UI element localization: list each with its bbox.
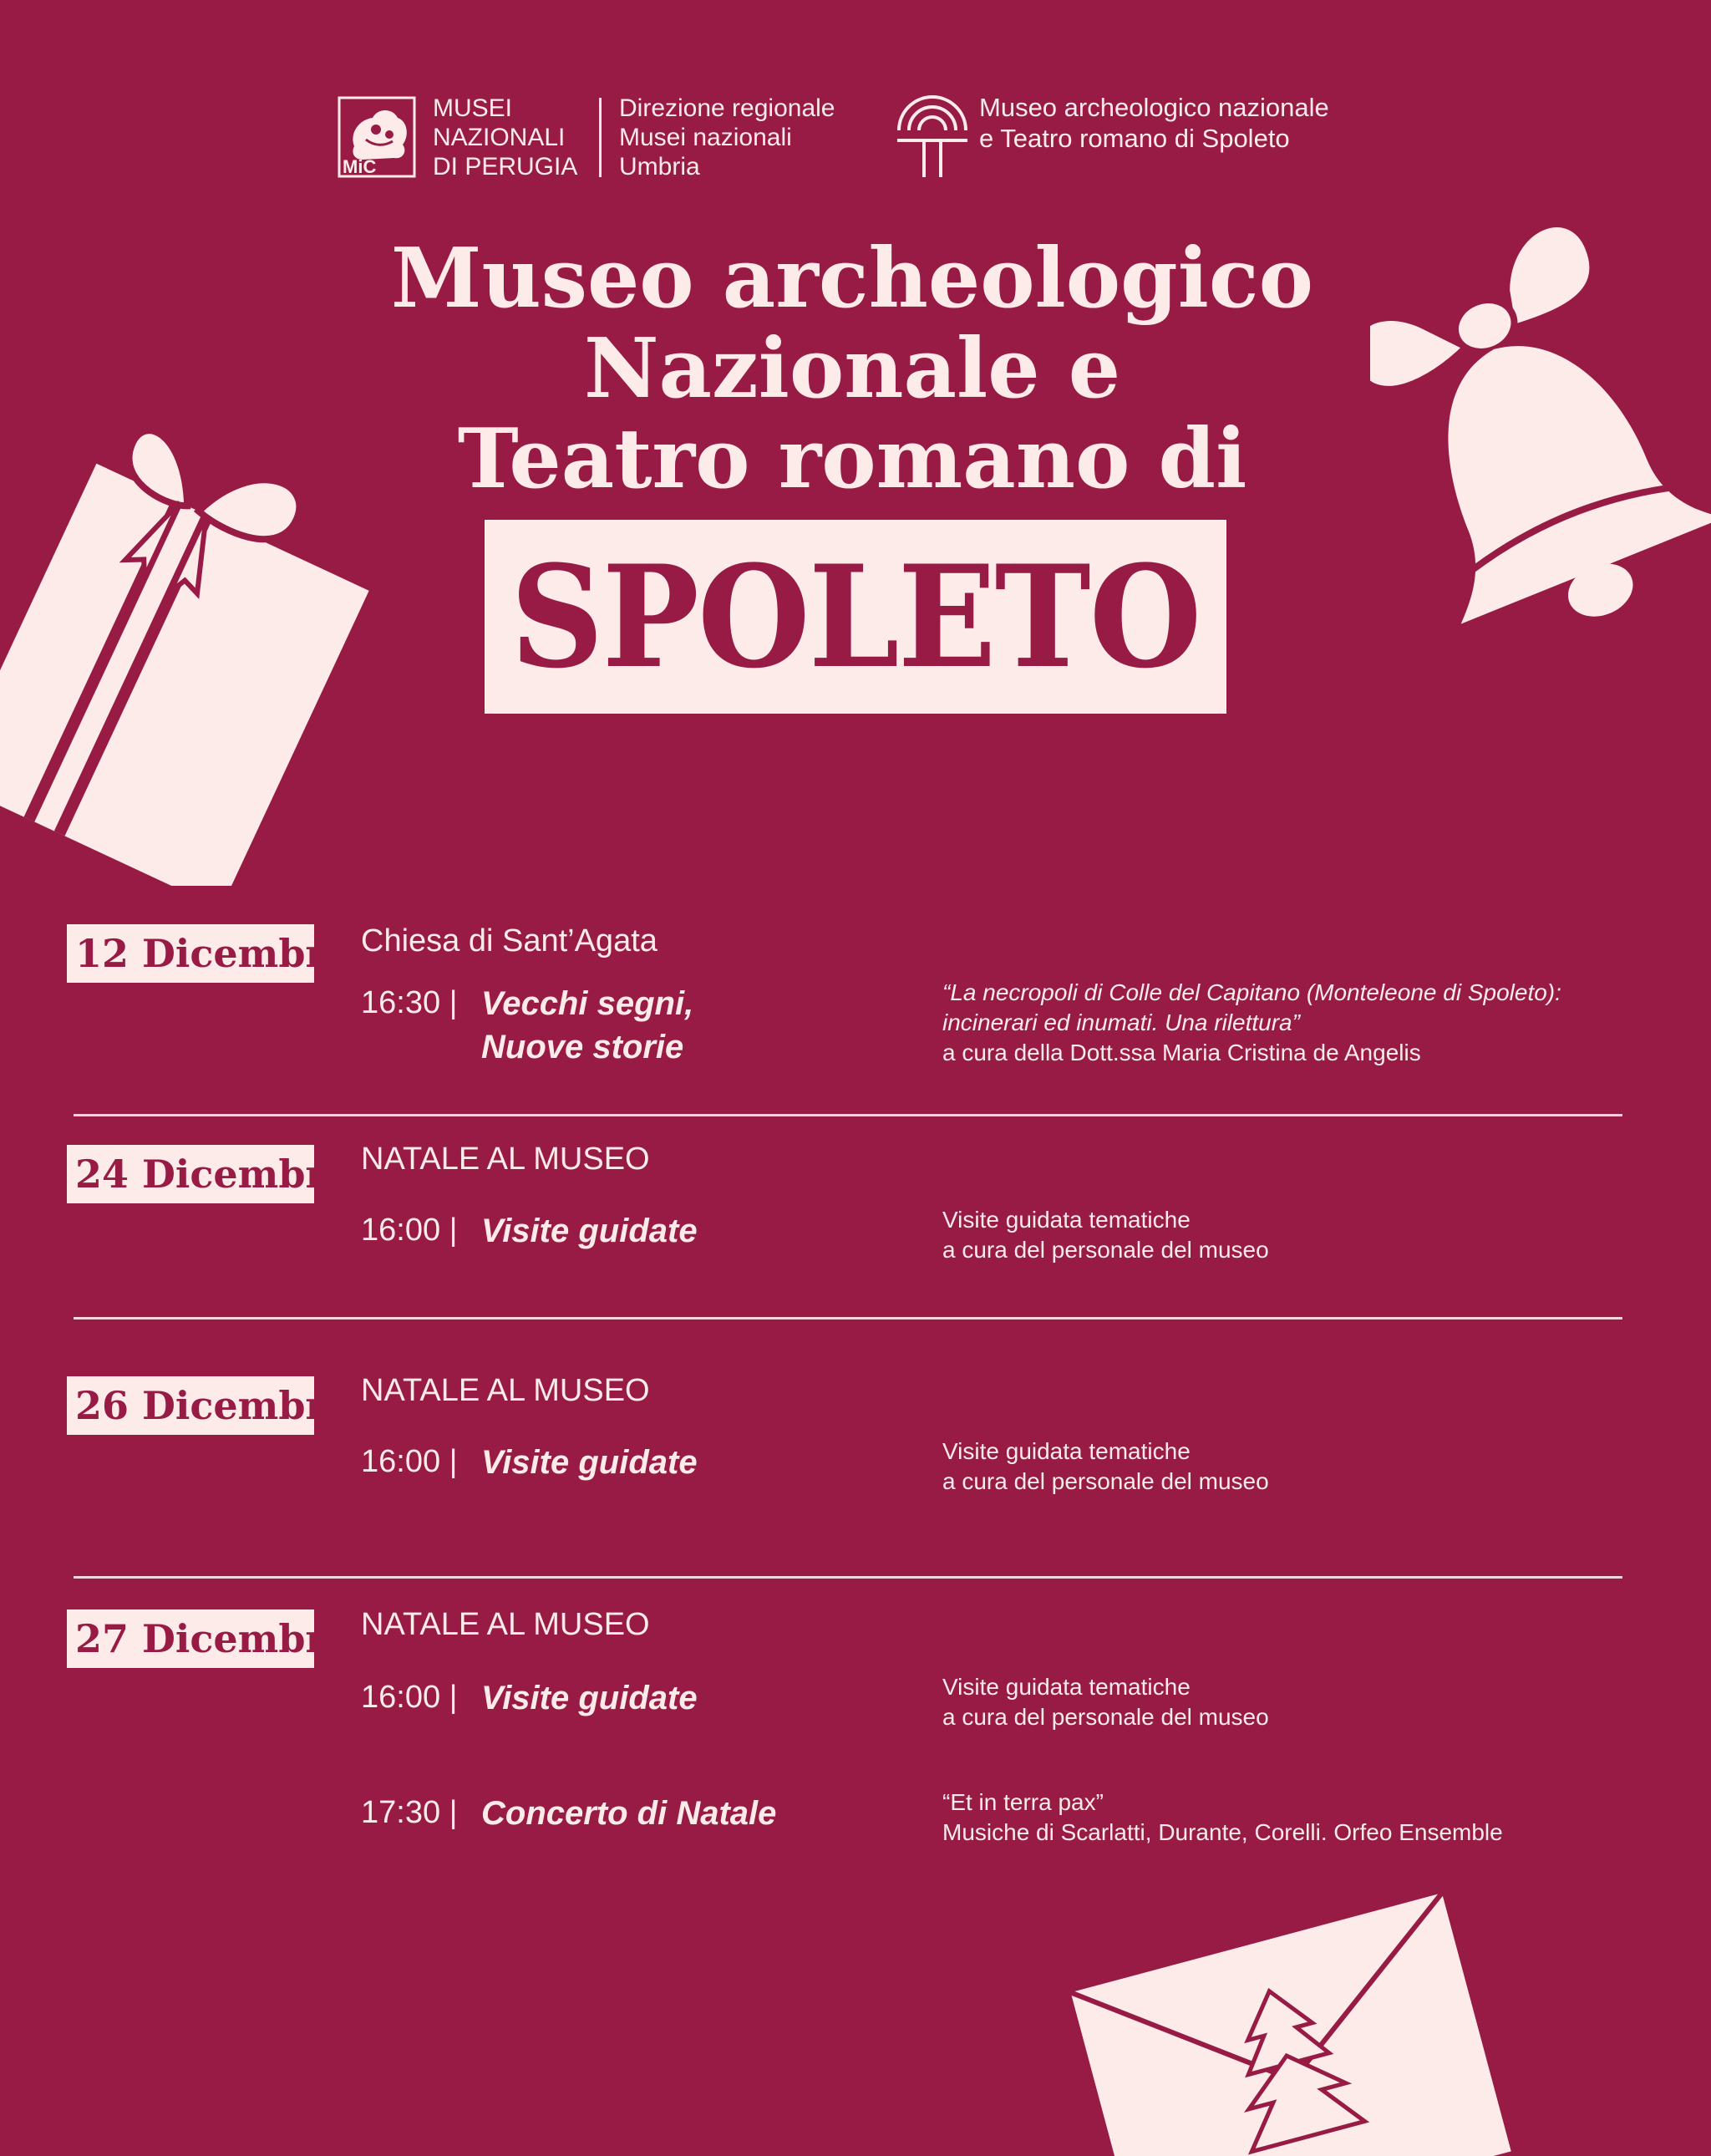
event-description: Visite guidata tematiche a cura del personale del museo <box>942 1674 1269 1730</box>
event-time: 16:30 | <box>361 985 458 1020</box>
page-title <box>317 231 1387 507</box>
section-heading: Chiesa di Sant’Agata <box>361 923 657 959</box>
direzione-regionale-logo-text: Direzione regionale Musei nazionali Umbria <box>619 94 835 181</box>
date-badge: 27 Dicembre <box>67 1609 314 1668</box>
title-line: Museo archeologico <box>391 231 1313 327</box>
event-time: 16:00 | <box>361 1444 458 1479</box>
envelope-icon <box>1044 1889 1529 2156</box>
musei-nazionali-logo-text: MUSEI NAZIONALI DI PERUGIA <box>433 94 578 181</box>
museo-spoleto-logo-text: Museo archeologico nazionale e Teatro romano di Spoleto <box>979 93 1329 153</box>
event-title: Visite guidate <box>481 1213 698 1249</box>
bell-icon <box>1370 142 1711 677</box>
event-title: Visite guidate <box>481 1680 698 1716</box>
section-heading: NATALE AL MUSEO <box>361 1607 650 1642</box>
section-divider <box>74 1114 1622 1116</box>
section-heading: NATALE AL MUSEO <box>361 1142 650 1177</box>
event-description: “Et in terra pax” Musiche di Scarlatti, Durante, Corelli. Orfeo Ensemble <box>942 1789 1503 1845</box>
event-time: 17:30 | <box>361 1795 458 1830</box>
section-divider <box>74 1317 1622 1320</box>
section-divider <box>74 1576 1622 1579</box>
title-highlight-box <box>485 520 1226 714</box>
event-title: Concerto di Natale <box>481 1795 777 1832</box>
event-title: Visite guidate <box>481 1444 698 1481</box>
date-badge: 26 Dicembre <box>67 1376 314 1435</box>
event-time: 16:00 | <box>361 1680 458 1715</box>
date-badge: 24 Dicembre <box>67 1145 314 1203</box>
svg-text:MiC: MiC <box>343 156 377 177</box>
logo-divider <box>599 98 602 177</box>
event-time: 16:00 | <box>361 1213 458 1248</box>
event-description: “La necropoli di Colle del Capitano (Monteleone di Spoleto): incinerari ed inumati. Una rilettura” a cura della Dott.ssa Maria Cristina de Angelis <box>942 979 1561 1065</box>
event-description: Visite guidata tematiche a cura del personale del museo <box>942 1438 1269 1494</box>
event-title: Vecchi segni, Nuove storie <box>481 985 694 1065</box>
title-line: Teatro romano di <box>457 411 1247 507</box>
arch-logo-icon <box>896 94 969 179</box>
title-highlight: SPOLETO <box>510 534 1201 699</box>
event-description: Visite guidata tematiche a cura del personale del museo <box>942 1207 1269 1263</box>
date-badge: 12 Dicembre <box>67 924 314 983</box>
title-line: Nazionale e <box>583 321 1121 417</box>
mic-logo-icon <box>338 96 416 178</box>
section-heading: NATALE AL MUSEO <box>361 1373 650 1408</box>
